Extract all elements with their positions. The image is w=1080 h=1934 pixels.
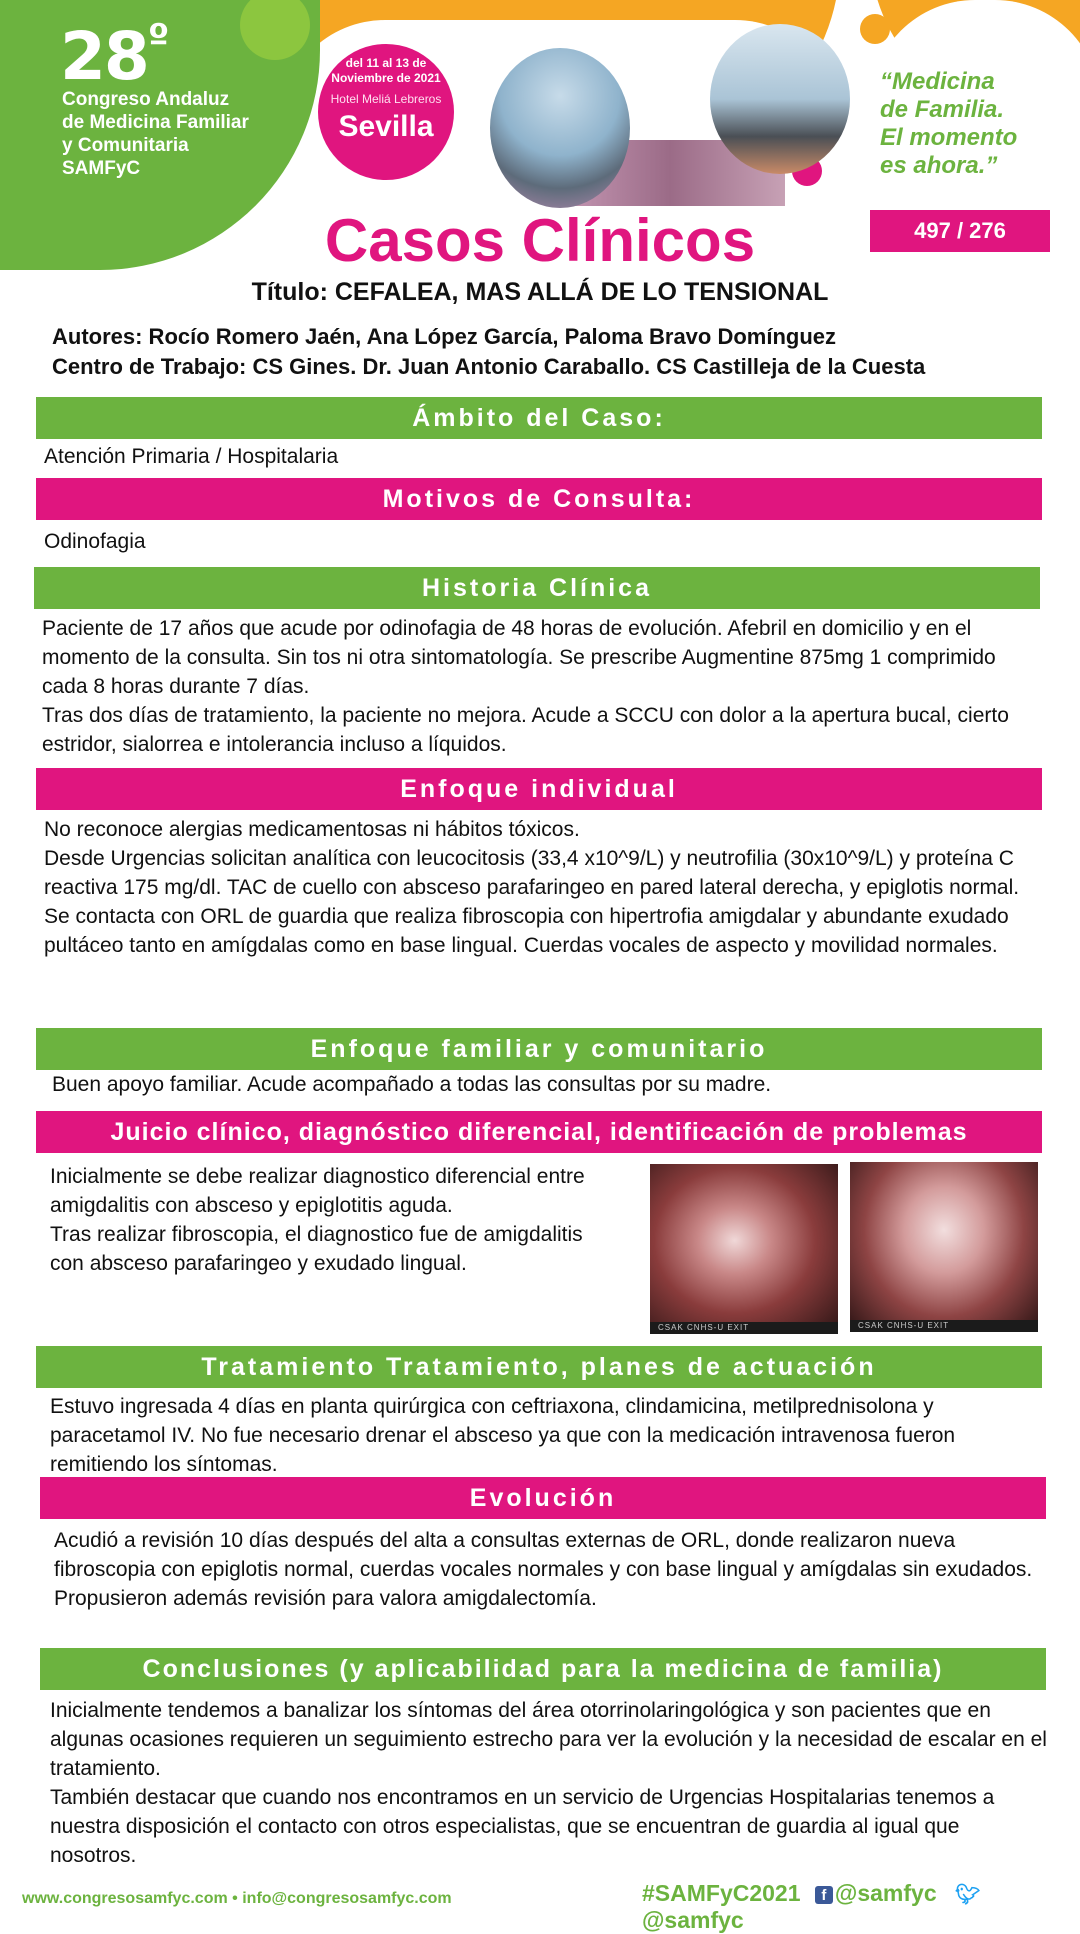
footer-contact: www.congresosamfyc.com • info@congresosamfyc.com	[22, 1890, 452, 1907]
section-text-motivos: Odinofagia	[44, 530, 146, 553]
section-text-enfoque-individual: No reconoce alergias medicamentosas ni hábitos tóxicos. Desde Urgencias solicitan analítica con leucocitosis (33,4 x10^9/L) y neutrofilia (30x10^9/L) y proteína C reactiva 175 mg/dl. TAC de cuello con absceso parafaringeo en pared lateral derecha, y epiglotis normal. Se contacta con ORL de guardia que realiza fibroscopia con hipertrofia amigdalar y abundante exudado pultáceo tanto en amígdalas como en base lingual. Cuerdas vocales de aspecto y movilidad normales.	[44, 818, 1020, 957]
facebook-icon: f	[815, 1886, 833, 1904]
fibroscopy-image-1: CSAK CNHS-U EXIT	[650, 1164, 838, 1334]
case-title: Título: CEFALEA, MAS ALLÁ DE LO TENSIONAL	[251, 278, 829, 306]
edition-number: $28^º$	[60, 16, 168, 95]
email-link[interactable]: info@congresosamfyc.com	[242, 1890, 452, 1907]
slogan-quote: “Medicina de Familia. El momento es ahora.”	[880, 68, 1018, 179]
twitter-handle[interactable]: @samfyc	[642, 1907, 744, 1933]
event-date-badge: del 11 al 13 de Noviembre de 2021 Hotel Meliá Lebreros Sevilla	[318, 44, 454, 180]
website-link[interactable]: www.congresosamfyc.com	[22, 1890, 228, 1907]
fibroscopy-image-2: CSAK CNHS-U EXIT	[850, 1162, 1038, 1332]
authors-line: Autores: Rocío Romero Jaén, Ana López García, Paloma Bravo Domínguez	[52, 324, 837, 349]
city-name: Sevilla	[338, 110, 434, 143]
facebook-handle[interactable]: @samfyc	[834, 1880, 937, 1906]
section-heading-enfoque-individual: Enfoque individual	[36, 768, 1042, 810]
section-heading-conclusiones: Conclusiones (y aplicabilidad para la medicina de familia)	[40, 1648, 1046, 1690]
section-text-historia: Paciente de 17 años que acude por odinofagia de 48 horas de evolución. Afebril en domicilio y en el momento de la consulta. Sin tos ni otra sintomatología. Se prescribe Augmentine 875mg 1 comprimido cada 8 horas durante 7 días. Tras dos días de tratamiento, la paciente no mejora. Acude a SCCU con dolor a la apertura bucal, cierto estridor, sialorrea e intolerancia incluso a líquidos.	[42, 617, 1009, 756]
authors-block	[52, 322, 925, 382]
section-heading-evolucion: Evolución	[40, 1477, 1046, 1519]
section-text-conclusiones: Inicialmente tendemos a banalizar los síntomas del área otorrinolaringológica y son pacientes que en algunas ocasiones requieren un seguimiento estrecho para ver la evolución y la necesidad de escalar en el tratamiento. También destacar que cuando nos encontramos en un servicio de Urgencias Hospitalarias tenemos a nuestra disposición el contacto con otros especialistas, que se encuentran de guardia al igual que nosotros.	[50, 1699, 1047, 1867]
section-text-ambito: Atención Primaria / Hospitalaria	[44, 445, 339, 468]
work-center-line: Centro de Trabajo: CS Gines. Dr. Juan Antonio Caraballo. CS Castilleja de la Cuesta	[52, 354, 926, 379]
section-heading-ambito: Ámbito del Caso:	[36, 397, 1042, 439]
section-heading-tratamiento: Tratamiento Tratamiento, planes de actuación	[36, 1346, 1042, 1388]
section-heading-motivos: Motivos de Consulta:	[36, 478, 1042, 520]
hotel-name: Hotel Meliá Lebreros	[330, 92, 442, 106]
poster-title: Casos Clínicos	[324, 207, 756, 274]
section-heading-juicio: Juicio clínico, diagnóstico diferencial, identificación de problemas	[36, 1111, 1042, 1153]
decorative-orange-dot	[860, 14, 890, 44]
hashtag: #SAMFyC2021	[642, 1880, 801, 1906]
section-text-enfoque-familiar: Buen apoyo familiar. Acude acompañado a todas las consultas por su madre.	[52, 1073, 772, 1096]
section-heading-historia: Historia Clínica	[34, 567, 1040, 609]
section-text-evolucion: Acudió a revisión 10 días después del alta a consultas externas de ORL, donde realizaron nueva fibroscopia con epiglotis normal, cuerdas vocales normales y con base lingual y amígdalas sin exudados. Propusieron además revisión para valora amigdalectomía.	[54, 1529, 1033, 1610]
section-heading-enfoque-familiar: Enfoque familiar y comunitario	[36, 1028, 1042, 1070]
case-code-badge: 497 / 276	[870, 210, 1050, 252]
section-text-tratamiento: Estuvo ingresada 4 días en planta quirúrgica con ceftriaxona, clindamicina, metilprednisolona y paracetamol IV. No fue necesario drenar el absceso ya que con la medicación intravenosa fueron remitiendo los síntomas.	[50, 1395, 956, 1476]
twitter-icon: 🐦︎	[955, 1884, 981, 1906]
congress-name: Congreso Andaluz de Medicina Familiar y Comunitaria SAMFyC	[62, 89, 249, 179]
section-text-juicio: Inicialmente se debe realizar diagnostico diferencial entre amigdalitis con absceso y epiglotitis aguda. Tras realizar fibroscopia, el diagnostico fue de amigdalitis con absceso parafaringeo y exudado lingual.	[50, 1165, 585, 1275]
giralda-statue-photo	[490, 48, 630, 208]
triana-bridge-photo	[710, 24, 850, 174]
footer-social	[642, 1880, 1080, 1934]
